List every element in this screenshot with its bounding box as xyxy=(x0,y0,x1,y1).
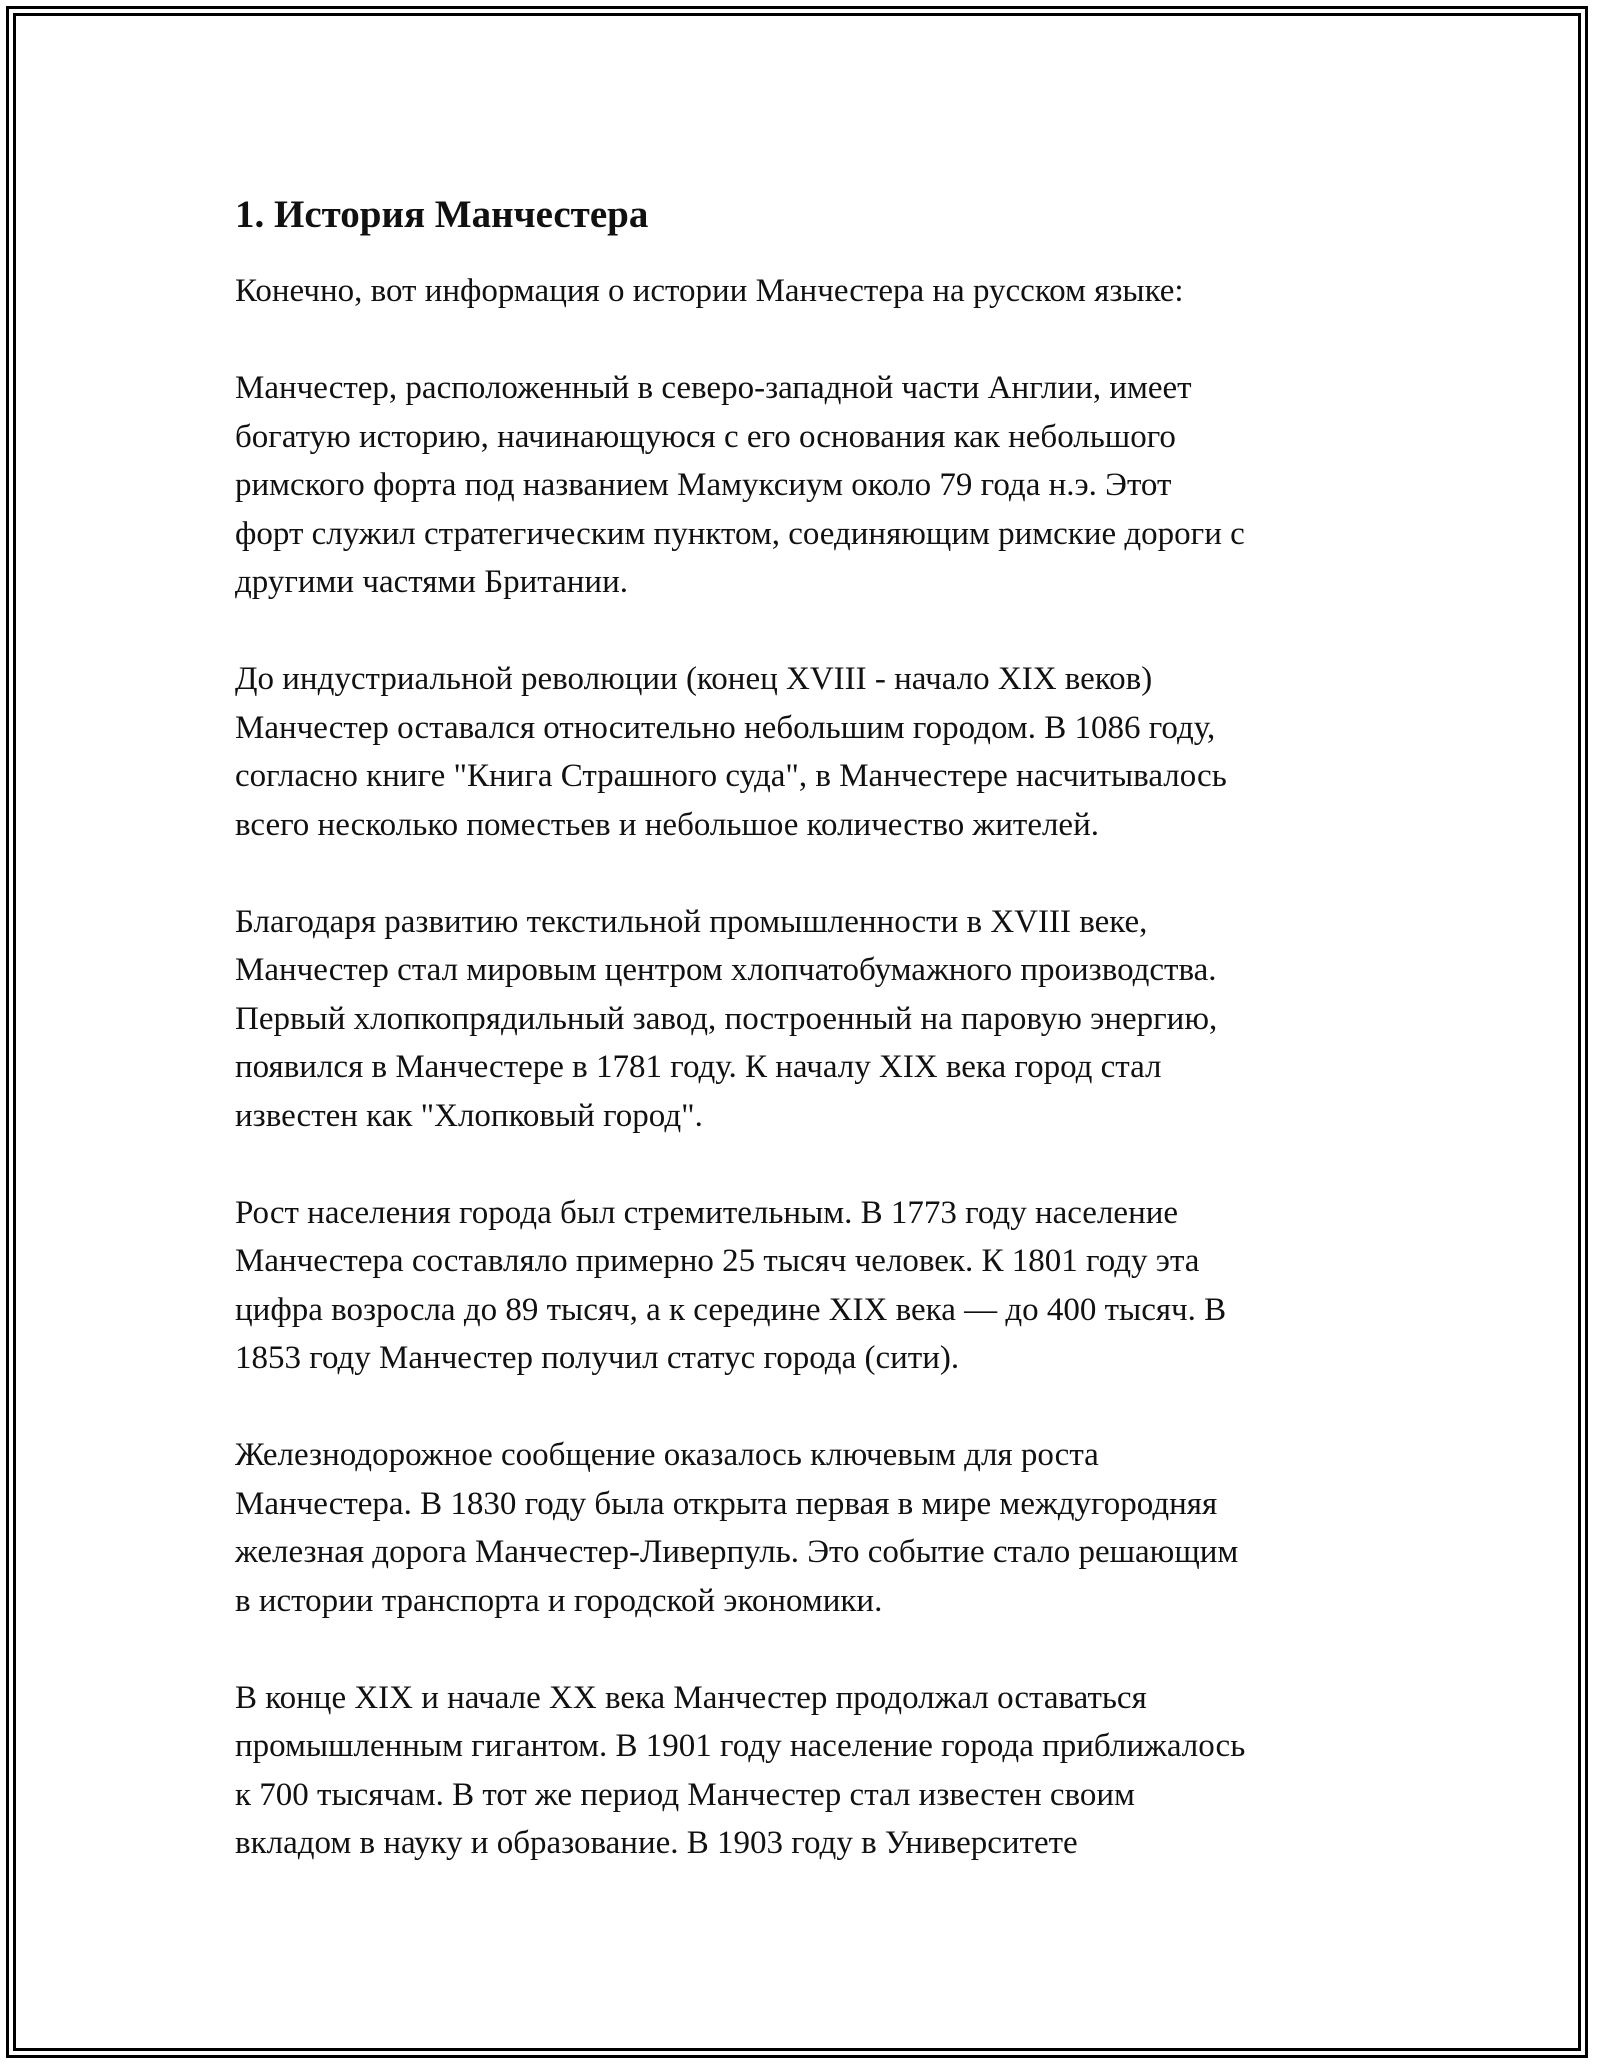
paragraph-late-19th-century: В конце XIX и начале XX века Манчестер продолжал оставаться промышленным гигантом. В 1901 году население города приближалось к 700 тысячам. В тот же период Манчестер стал известен своим вкладом в науку и образование. В 1903 году в Университете xyxy=(235,1679,1246,1861)
document-title: 1. История Манчестера xyxy=(235,193,649,236)
document-body xyxy=(235,185,1395,1916)
paragraph-roman-origins: Манчестер, расположенный в северо-западной части Англии, имеет богатую историю, начинающуюся с его основания как небольшого римского форта под названием Мамуксиум около 79 года н.э. Этот форт служил стратегическим пунктом, соединяющим римские дороги с другими частями Британии. xyxy=(235,370,1245,600)
paragraph-population-growth: Рост населения города был стремительным. В 1773 году население Манчестера составляло примерно 25 тысяч человек. К 1801 году эта цифра возросла до 89 тысяч, а к середине XIX века — до 400 тысяч. В 1853 году Манчестер получил статус города (сити). xyxy=(235,1194,1227,1376)
paragraph-pre-industrial: До индустриальной революции (конец XVIII - начало XIX веков) Манчестер оставался относительно небольшим городом. В 1086 году, согласно книге "Книга Страшного суда", в Манчестере насчитывалось всего несколько поместьев и небольшое количество жителей. xyxy=(235,661,1227,843)
paragraph-railway: Железнодорожное сообщение оказалось ключевым для роста Манчестера. В 1830 году была открыта первая в мире междугородняя железная дорога Манчестер-Ливерпуль. Это событие стало решающим в истории транспорта и городской экономики. xyxy=(235,1437,1239,1619)
paragraph-intro: Конечно, вот информация о истории Манчестера на русском языке: xyxy=(235,273,1184,309)
paragraph-textile-industry: Благодаря развитию текстильной промышленности в XVIII веке, Манчестер стал мировым центром хлопчатобумажного производства. Первый хлопкопрядильный завод, построенный на паровую энергию, появился в Манчестере в 1781 году. К началу XIX века город стал известен как "Хлопковый город". xyxy=(235,903,1218,1134)
